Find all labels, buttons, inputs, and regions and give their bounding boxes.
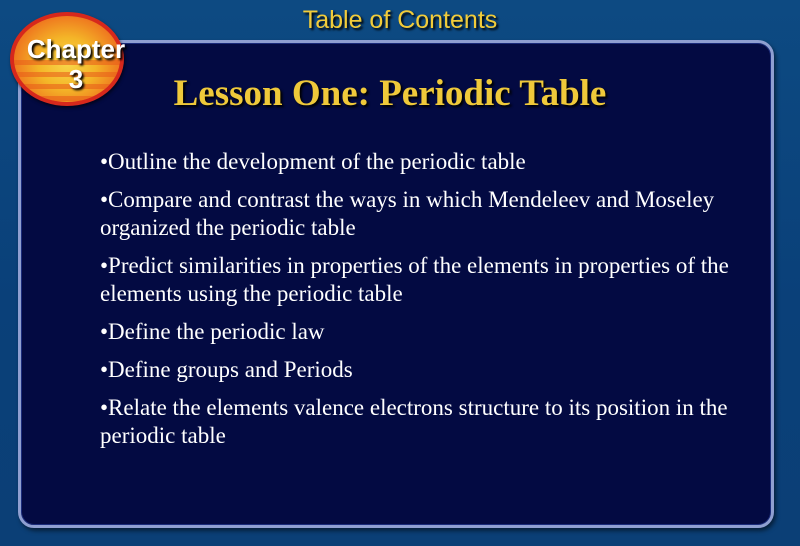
- objective-item: •Define the periodic law: [100, 319, 325, 344]
- slide-title: Lesson One: Periodic Table: [173, 73, 607, 114]
- objective-item: •Predict similarities in properties of the elements in properties of the elements using the periodic table: [100, 253, 729, 306]
- chapter-label: Chapter: [26, 34, 126, 64]
- chapter-number: 3: [68, 64, 84, 94]
- objective-item: •Relate the elements valence electrons structure to its position in the periodic table: [100, 395, 728, 448]
- objective-item: •Define groups and Periods: [100, 357, 353, 382]
- objective-item: •Outline the development of the periodic table: [100, 149, 526, 174]
- objective-item: •Compare and contrast the ways in which Mendeleev and Moseley organized the periodic table: [100, 187, 715, 240]
- objectives-list: [100, 148, 750, 460]
- table-of-contents-link[interactable]: Table of Contents: [302, 6, 498, 34]
